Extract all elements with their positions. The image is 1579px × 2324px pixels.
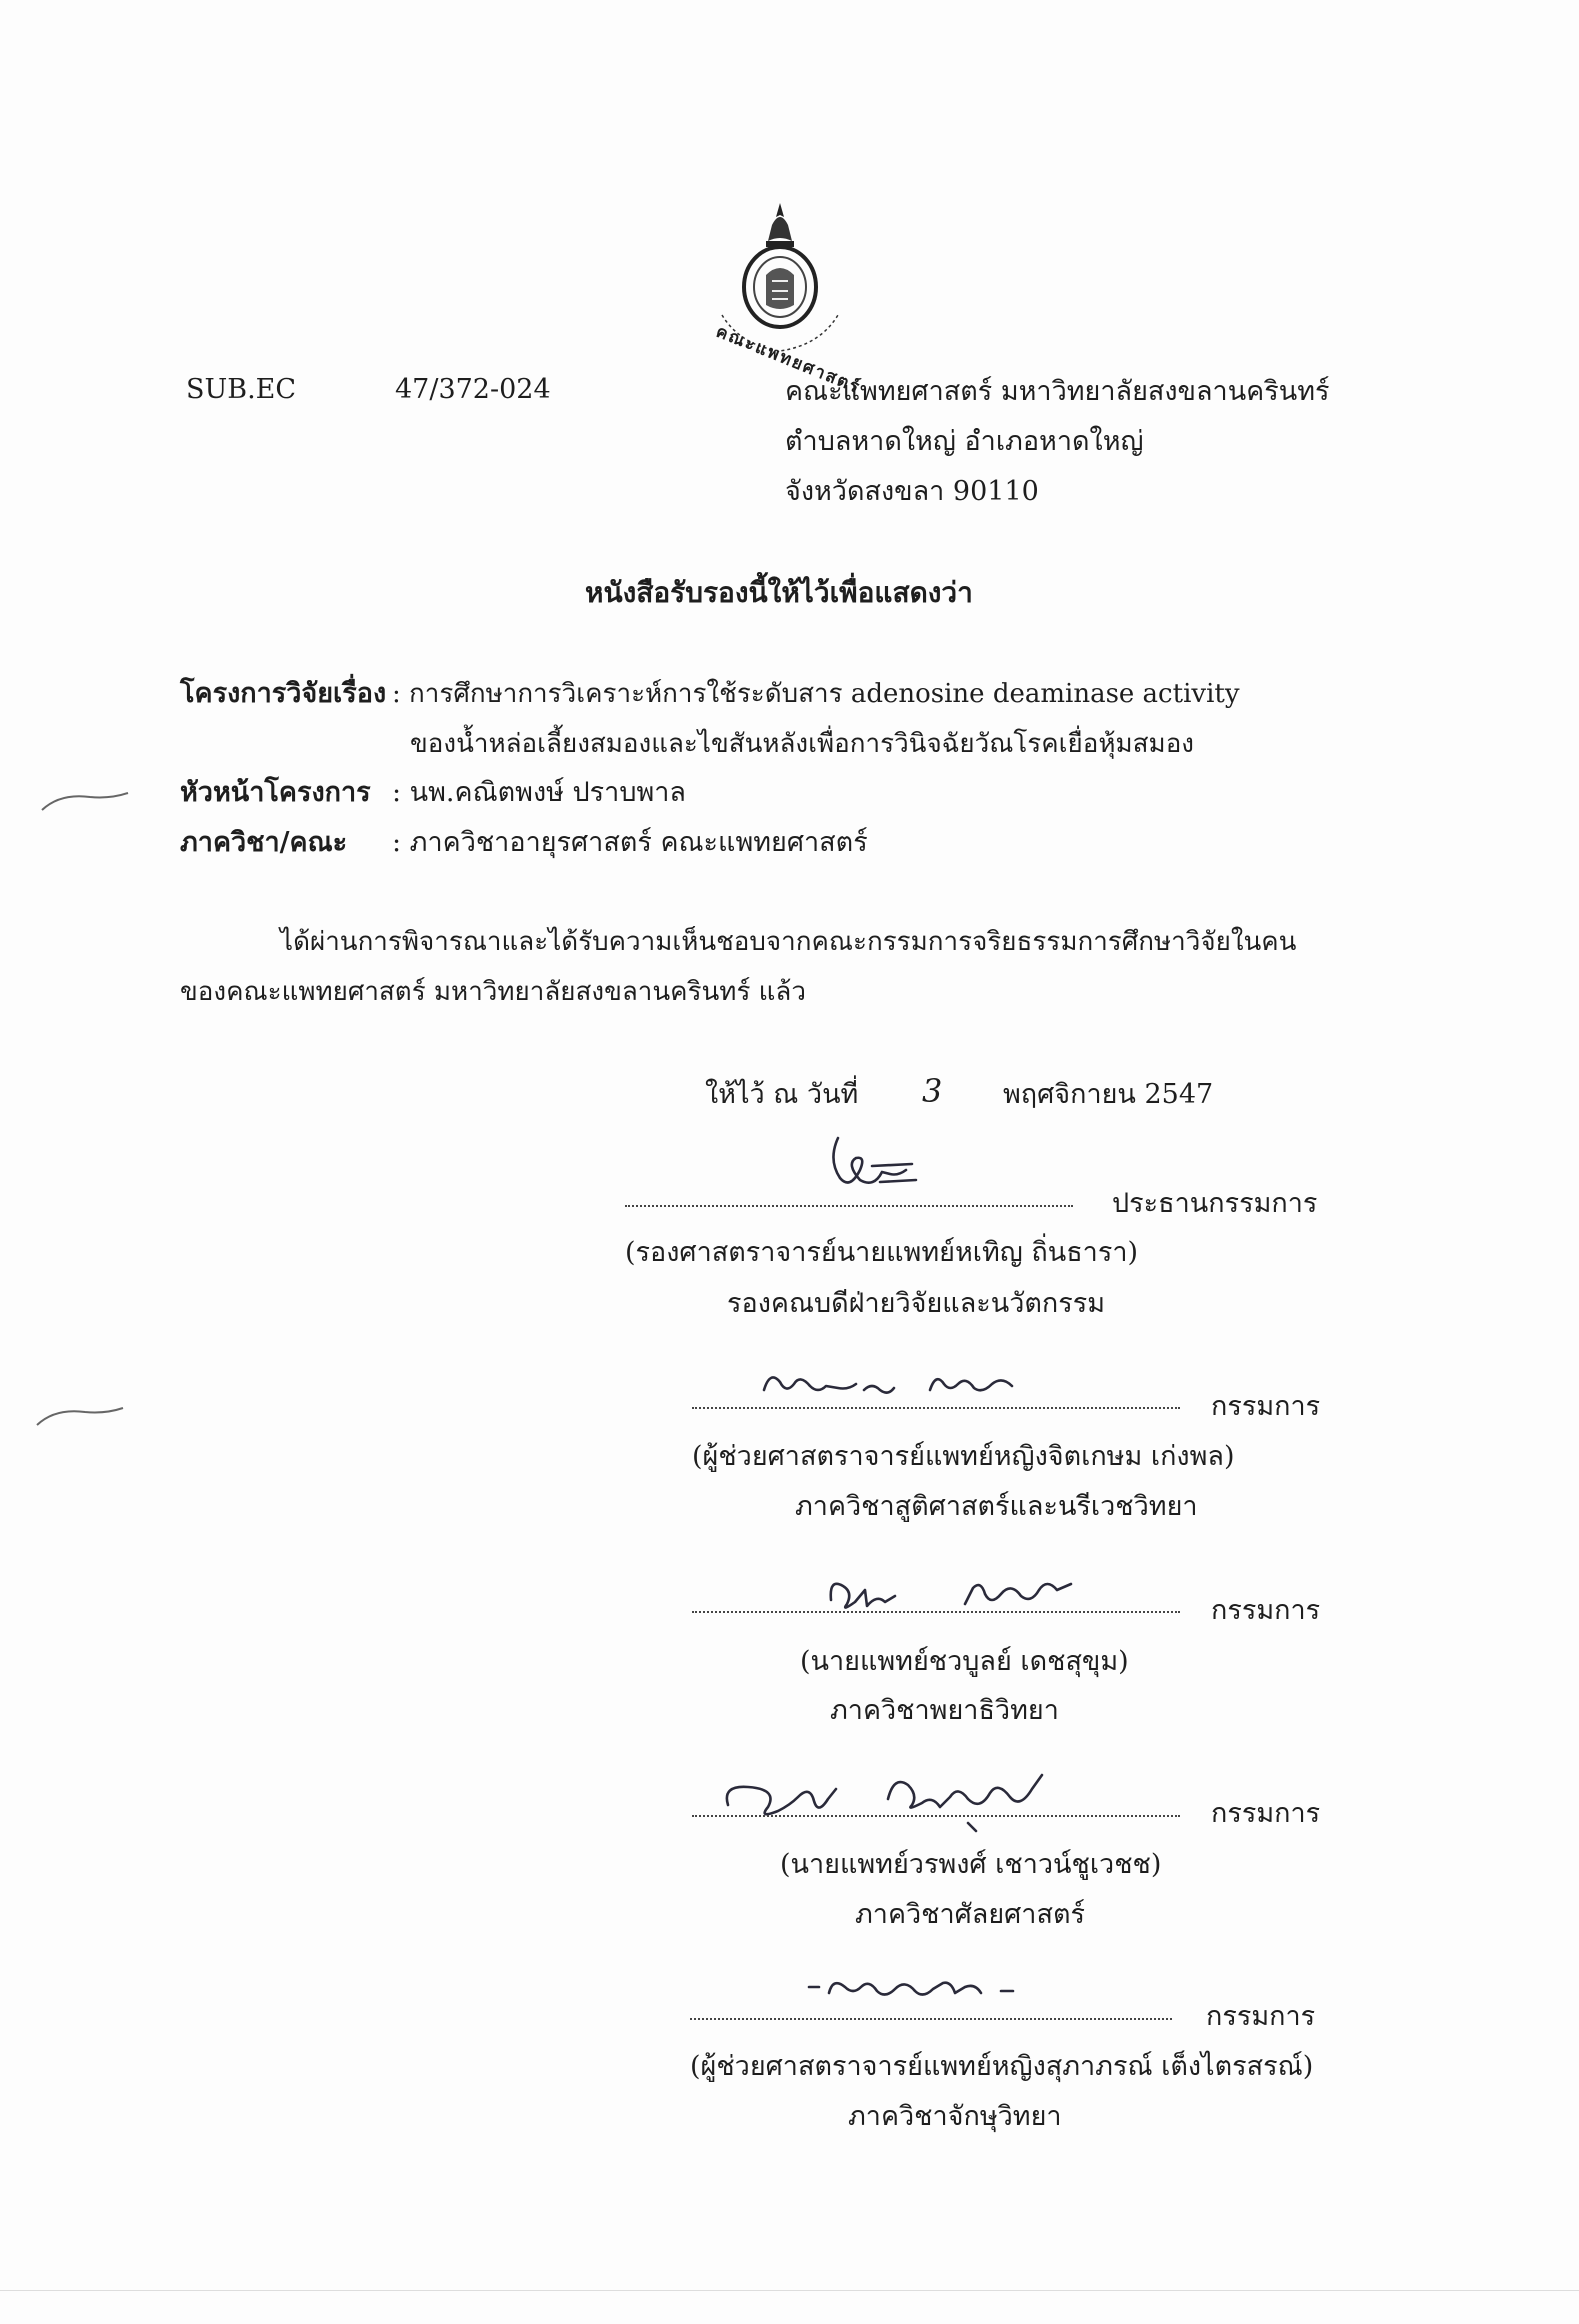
committee-4-role: กรรมการ bbox=[1211, 1798, 1321, 1829]
signature-chairman bbox=[820, 1130, 930, 1200]
reference-label: SUB.EC bbox=[186, 374, 297, 405]
committee-2-position: ภาควิชาสูติศาสตร์และนรีเวชวิทยา bbox=[795, 1491, 1198, 1522]
signature-committee-2 bbox=[760, 1360, 1050, 1410]
page-edge-line bbox=[0, 2290, 1579, 2291]
chairman-role: ประธานกรรมการ bbox=[1112, 1188, 1318, 1219]
project-title-line-2: ของน้ำหล่อเลี้ยงสมองและไขสันหลังเพื่อการวินิจฉัยวัณโรคเยื่อหุ้มสมอง bbox=[410, 729, 1194, 759]
signature-line bbox=[692, 1406, 1180, 1409]
signature-committee-4 bbox=[718, 1745, 1098, 1835]
project-title-line-1: : การศึกษาการวิเคราะห์การใช้ระดับสาร adenosine deaminase activity bbox=[392, 679, 1240, 709]
signature-committee-5 bbox=[805, 1965, 1035, 2015]
signature-line bbox=[690, 2017, 1172, 2020]
date-prefix: ให้ไว้ ณ วันที่ bbox=[705, 1079, 859, 1110]
department-value: : ภาควิชาอายุรศาสตร์ คณะแพทยศาสตร์ bbox=[392, 827, 868, 858]
address-line-3: จังหวัดสงขลา 90110 bbox=[785, 476, 1039, 507]
committee-4-position: ภาควิชาศัลยศาสตร์ bbox=[855, 1899, 1085, 1930]
reference-number: 47/372-024 bbox=[395, 374, 551, 405]
project-head-label: หัวหน้าโครงการ bbox=[180, 777, 371, 808]
committee-2-role: กรรมการ bbox=[1211, 1391, 1321, 1422]
address-line-2: ตำบลหาดใหญ่ อำเภอหาดใหญ่ bbox=[785, 426, 1144, 457]
signature-line bbox=[625, 1204, 1073, 1207]
date-month-year: พฤศจิกายน 2547 bbox=[1003, 1079, 1214, 1110]
committee-5-role: กรรมการ bbox=[1206, 2001, 1316, 2032]
committee-3-position: ภาควิชาพยาธิวิทยา bbox=[830, 1695, 1059, 1726]
approval-text-line-2: ของคณะแพทยศาสตร์ มหาวิทยาลัยสงขลานครินทร์ แล้ว bbox=[180, 977, 806, 1007]
project-title-label: โครงการวิจัยเรื่อง bbox=[180, 678, 387, 709]
committee-4-name: (นายแพทย์วรพงศ์ เชาวน์ชูเวชช) bbox=[780, 1849, 1162, 1880]
chairman-name: (รองศาสตราจารย์นายแพทย์หเทิญ ถิ่นธารา) bbox=[625, 1237, 1139, 1268]
document-title: หนังสือรับรองนี้ให้ไว้เพื่อแสดงว่า bbox=[585, 576, 973, 609]
date-day: 3 bbox=[922, 1072, 943, 1110]
seal-ring-text: คณะแพทยศาสตร์ bbox=[713, 321, 864, 399]
project-head-value: : นพ.คณิตพงษ์ ปราบพาล bbox=[392, 777, 686, 808]
committee-3-role: กรรมการ bbox=[1211, 1595, 1321, 1626]
signature-line bbox=[692, 1610, 1180, 1613]
department-label: ภาควิชา/คณะ bbox=[180, 827, 348, 858]
approval-text-line-1: ได้ผ่านการพิจารณาและได้รับความเห็นชอบจากคณะกรรมการจริยธรรมการศึกษาวิจัยในคน bbox=[280, 927, 1297, 957]
margin-mark bbox=[40, 785, 130, 815]
chairman-position: รองคณบดีฝ่ายวิจัยและนวัตกรรม bbox=[727, 1288, 1106, 1319]
margin-mark bbox=[35, 1400, 125, 1430]
committee-5-position: ภาควิชาจักษุวิทยา bbox=[848, 2101, 1062, 2132]
signature-line bbox=[692, 1814, 1180, 1817]
address-line-1: คณะแพทยศาสตร์ มหาวิทยาลัยสงขลานครินทร์ bbox=[785, 376, 1330, 407]
committee-5-name: (ผู้ช่วยศาสตราจารย์แพทย์หญิงสุภาภรณ์ เต็งไตรสรณ์) bbox=[690, 2051, 1314, 2082]
committee-3-name: (นายแพทย์ชวบูลย์ เดชสุขุม) bbox=[800, 1646, 1129, 1677]
committee-2-name: (ผู้ช่วยศาสตราจารย์แพทย์หญิงจิตเกษม เก่งพล) bbox=[692, 1441, 1235, 1472]
